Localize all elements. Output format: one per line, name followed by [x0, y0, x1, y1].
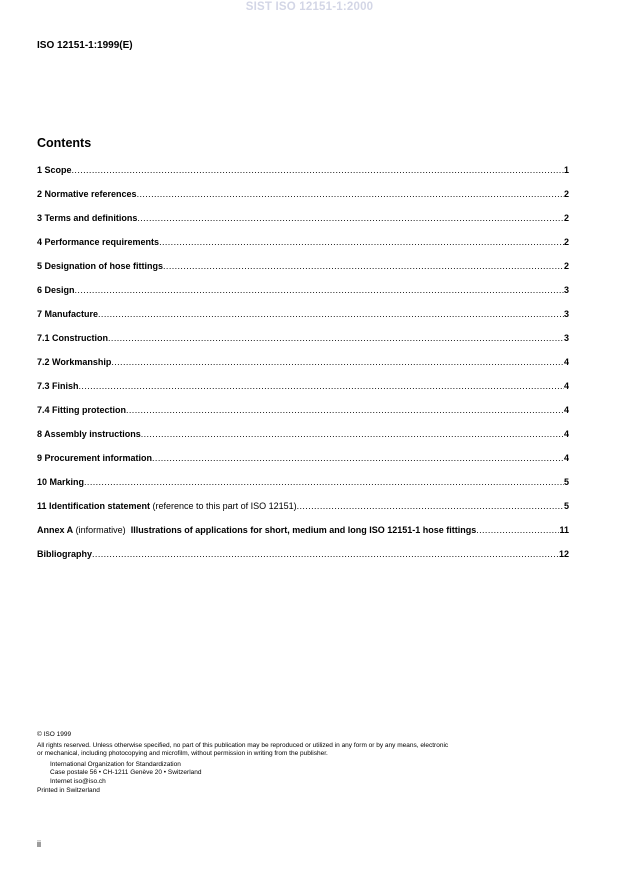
toc-entry-title: [37, 548, 92, 560]
internet-contact: Internet iso@iso.ch: [50, 777, 106, 785]
toc-entry-title: [37, 236, 159, 248]
toc-entry-page: 1: [563, 165, 569, 175]
toc-dot-leader: [137, 188, 564, 200]
toc-entry-title: [37, 476, 84, 488]
toc-dot-leader: [98, 308, 564, 320]
printed-in: Printed in Switzerland: [37, 786, 100, 794]
toc-dot-leader: [126, 404, 564, 416]
toc-entry-title-main: 11 Identification statement: [37, 501, 151, 511]
toc-entry[interactable]: [37, 188, 569, 212]
table-of-contents: [37, 164, 569, 572]
toc-entry-title-main: 4 Performance requirements: [37, 237, 160, 247]
toc-dot-leader: [72, 164, 564, 176]
toc-dot-leader: [476, 524, 559, 536]
toc-entry-page: 2: [563, 213, 569, 223]
toc-entry[interactable]: [37, 308, 569, 332]
toc-entry-page: 4: [563, 453, 569, 463]
toc-entry-page: 4: [563, 357, 569, 367]
toc-entry-page: 4: [563, 405, 569, 415]
toc-entry-title: [37, 404, 126, 416]
toc-entry-page: 3: [563, 309, 569, 319]
toc-entry-title-main: 7.1 Construction: [37, 333, 109, 343]
toc-entry-title-main: 6 Design: [37, 285, 75, 295]
toc-dot-leader: [79, 380, 564, 392]
toc-entry-title: [37, 308, 98, 320]
toc-entry-title-main: 8 Assembly instructions: [37, 429, 141, 439]
toc-entry-page: 5: [563, 501, 569, 511]
toc-entry[interactable]: [37, 164, 569, 188]
toc-dot-leader: [137, 212, 564, 224]
toc-dot-leader: [141, 428, 564, 440]
toc-entry-title-note: (reference to this part of ISO 12151): [150, 501, 297, 511]
toc-dot-leader: [108, 332, 564, 344]
toc-entry-page: 5: [563, 477, 569, 487]
toc-entry-title-note: (informative): [73, 525, 129, 535]
organization-name: International Organization for Standardization: [50, 760, 181, 768]
page-number: ii: [37, 839, 41, 849]
toc-entry[interactable]: [37, 500, 569, 524]
copyright-notice: © ISO 1999: [37, 731, 72, 738]
toc-entry-title: [37, 356, 111, 368]
toc-entry-page: 11: [559, 525, 569, 535]
toc-entry-title: [37, 524, 476, 536]
toc-entry-title: [37, 428, 141, 440]
toc-entry-title: [37, 188, 137, 200]
toc-entry-title: [37, 212, 137, 224]
toc-entry-title-main: Bibliography: [37, 549, 93, 559]
toc-entry[interactable]: [37, 284, 569, 308]
toc-dot-leader: [159, 236, 564, 248]
toc-dot-leader: [84, 476, 564, 488]
toc-entry-title: [37, 260, 163, 272]
toc-entry-title-main: 1 Scope: [37, 165, 72, 175]
toc-entry-page: 4: [563, 381, 569, 391]
toc-dot-leader: [75, 284, 564, 296]
toc-entry-title: [37, 380, 79, 392]
toc-entry-page: 2: [563, 189, 569, 199]
toc-entry-title: [37, 284, 75, 296]
toc-entry-title-continuation: Illustrations of applications for short, medium and long ISO 12151-1 hose fittings: [128, 525, 477, 535]
rights-statement-line-1: All rights reserved. Unless otherwise specified, no part of this publication may be reproduced or utilized in any form or by any means, electronic: [37, 741, 449, 749]
toc-entry-title-main: 2 Normative references: [37, 189, 137, 199]
toc-entry[interactable]: [37, 212, 569, 236]
toc-entry[interactable]: [37, 524, 569, 548]
copyright-block: [37, 731, 577, 795]
organization-address: Case postale 56 • CH-1211 Genève 20 • Switzerland: [50, 769, 202, 777]
toc-entry-title: [37, 332, 108, 344]
toc-entry-title-main: 10 Marking: [37, 477, 85, 487]
toc-entry[interactable]: [37, 380, 569, 404]
watermark: SIST ISO 12151-1:2000: [245, 1, 374, 13]
toc-entry-title-main: 5 Designation of hose fittings: [37, 261, 164, 271]
toc-dot-leader: [111, 356, 564, 368]
toc-entry[interactable]: [37, 356, 569, 380]
toc-entry-title-main: 9 Procurement information: [37, 453, 153, 463]
toc-entry-title: [37, 164, 72, 176]
toc-entry-page: 3: [563, 285, 569, 295]
rights-statement-line-2: or mechanical, including photocopying and microfilm, without permission in writing from the publisher.: [37, 750, 328, 758]
toc-entry[interactable]: [37, 332, 569, 356]
toc-entry[interactable]: [37, 404, 569, 428]
toc-entry[interactable]: [37, 428, 569, 452]
toc-entry-page: 4: [563, 429, 569, 439]
toc-dot-leader: [152, 452, 564, 464]
toc-dot-leader: [297, 500, 564, 512]
toc-entry[interactable]: [37, 260, 569, 284]
toc-entry-title: [37, 452, 152, 464]
toc-entry-title-main: 7.2 Workmanship: [37, 357, 112, 367]
toc-entry-title-main: 7 Manufacture: [37, 309, 99, 319]
document-id: ISO 12151-1:1999(E): [37, 40, 133, 51]
toc-entry-title: [37, 500, 297, 512]
toc-entry-title-main: 7.3 Finish: [37, 381, 79, 391]
toc-dot-leader: [92, 548, 559, 560]
toc-entry-page: 3: [563, 333, 569, 343]
toc-entry[interactable]: [37, 548, 569, 572]
toc-entry-page: 12: [558, 549, 569, 559]
toc-entry-title-main: 3 Terms and definitions: [37, 213, 138, 223]
contents-heading: Contents: [37, 136, 92, 150]
toc-entry-title-main: 7.4 Fitting protection: [37, 405, 126, 415]
toc-entry[interactable]: [37, 236, 569, 260]
toc-dot-leader: [163, 260, 564, 272]
toc-entry-title-main: Annex A: [37, 525, 74, 535]
toc-entry-page: 2: [563, 261, 569, 271]
toc-entry[interactable]: [37, 476, 569, 500]
toc-entry-page: 2: [563, 237, 569, 247]
toc-entry[interactable]: [37, 452, 569, 476]
